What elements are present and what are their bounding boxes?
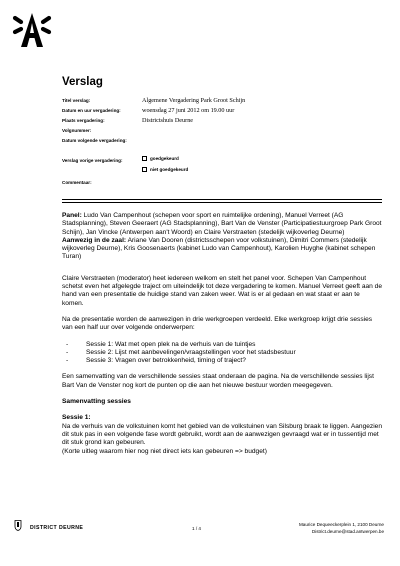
not-approved-option[interactable] [142, 167, 188, 172]
list-item: - Sessie 1: Wat met open plek na de verhuis van de tuintjes [62, 341, 382, 349]
meta-label: Volgnummer: [62, 128, 92, 133]
panel-label: Panel: [62, 212, 82, 219]
session1-note: (Korte uitleg waarom hier nog niet direct iets kan gebeuren => budget) [62, 447, 267, 455]
not-approved-checkbox[interactable] [142, 167, 147, 172]
present-paragraph [62, 237, 382, 262]
approved-label: goedgekeurd [150, 156, 179, 161]
section-heading: Samenvatting sessies [62, 398, 131, 406]
approved-option[interactable] [142, 156, 179, 161]
session1-paragraph: Na de verhuis van de volkstuinen komt het gebied van de volkstuinen van Silsburg braak te liggen. Aangezien dit stuk pas in een volgende fase wordt gebruikt, wordt aan de aanwezigen gevraagd wat er in tussentijd met dit stuk grond kan gebeuren. [62, 422, 382, 447]
panel-text: Ludo Van Campenhout (schepen voor sport en ruimtelijke ordening), Manuel Verreet (AG Stadsplanning), Steven Geeraert (AG Stadsplanning), Bart Van de Venster (Participatiestuurgroep Park Groot Schijn), Jan Vincke (Antwerpen aan't Woord) en Claire Verstraeten (stedelijk wijkoverleg Deurne) [62, 212, 382, 236]
present-label: Aanwezig in de zaal: [62, 236, 127, 244]
meta-value: Districtshuis Deurne [142, 117, 194, 124]
meta-value: Algemene Vergadering Park Groot Schijn [142, 97, 246, 104]
sessions-list [62, 341, 382, 366]
report-body [62, 212, 382, 456]
meta-label: Datum en uur vergadering: [62, 108, 121, 113]
meta-label: Plaats vergadering: [62, 118, 105, 123]
list-item: - Sessie 3: Vragen over betrokkenheid, timing of traject? [62, 357, 382, 365]
workgroups-paragraph: Na de presentatie worden de aanwezigen in drie werkgroepen verdeeld. Elke werkgroep krijgt drie sessies van een half uur over volgende onderwerpen: [62, 315, 373, 332]
divider [62, 199, 382, 200]
meta-label: Datum volgende vergadering: [62, 138, 127, 143]
footer-email: District.deurne@stad.antwerpen.be [311, 528, 384, 534]
antwerpen-logo [12, 10, 52, 50]
intro-paragraph: Claire Verstraeten (moderator) heet iedereen welkom en stelt het panel voor. Schepen Van Campenhout schetst even het afgelegde traject om uiteindelijk tot deze vergadering te komen. Manuel Verreet geeft aan de hand van een presentatie de huidige stand van zaken weer. Wat is er al gedaan en wat staat er aan te komen. [62, 274, 382, 307]
district-emblem-icon [14, 520, 22, 531]
present-text: Ariane Van Dooren (districtsschepen voor volkstuinen), Dimitri Commers (stedelijk wijkoverleg Deurne), Kris Goosenaerts (kabinet Ludo van Campenhout), Karolien Huyghe (kabinet schepen Turan) [62, 236, 376, 261]
page-number: 1 / 4 [192, 526, 201, 531]
page-title: Verslag [62, 76, 103, 88]
footer-address-line: Maurice Dequeeckerplein 1, 2100 Deurne [298, 522, 384, 527]
meta-value: woensdag 27 juni 2012 om 19.00 uur [142, 107, 235, 114]
session1-heading: Sessie 1: [62, 414, 91, 422]
meta-label: Titel verslag: [62, 98, 91, 103]
panel-paragraph [62, 212, 382, 237]
approved-checkbox[interactable] [142, 156, 147, 161]
divider [62, 202, 382, 203]
previous-report-label: Verslag vorige vergadering: [62, 158, 123, 163]
footer-district-name: DISTRICT DEURNE [30, 525, 84, 531]
footer-address [299, 522, 384, 535]
list-item: - Sessie 2: Lijst met aanbevelingen/vraagstellingen voor het stadsbestuur [62, 349, 382, 357]
comment-label: Commentaar: [62, 180, 92, 185]
summary-paragraph: Een samenvatting van de verschillende sessies staat onderaan de pagina. Na de verschillende sessies lijst Bart Van de Venster nog kort de punten op die aan het nieuwe bestuur worden meegegeven. [62, 373, 374, 389]
not-approved-label: niet goedgekeurd [150, 167, 189, 172]
